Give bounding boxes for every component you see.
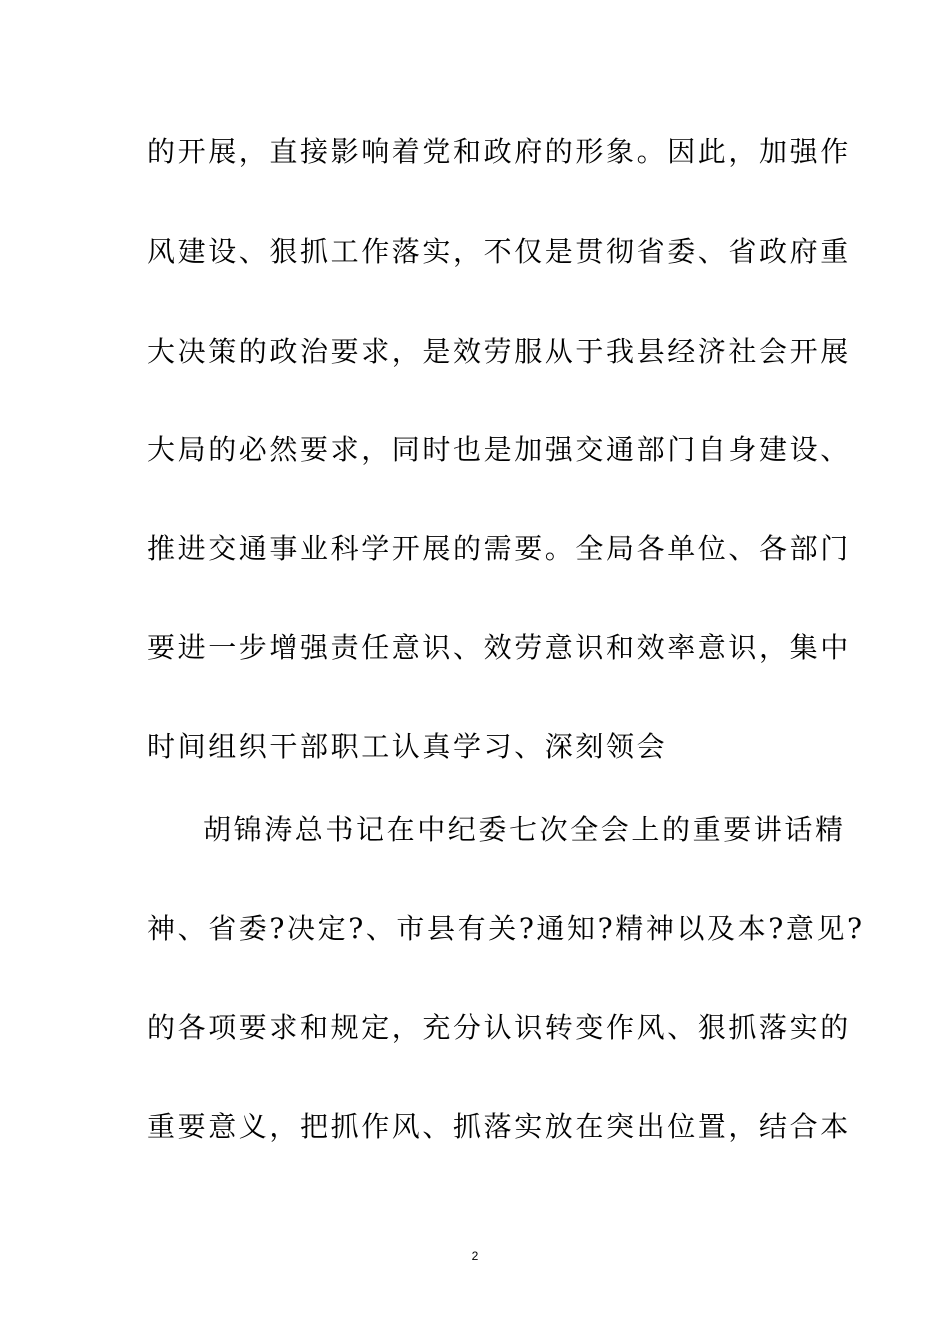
body-text-line: 大决策的政治要求，是效劳服从于我县经济社会开展 bbox=[147, 335, 851, 368]
body-text-line: 要进一步增强责任意识、效劳意识和效率意识，集中 bbox=[147, 631, 851, 664]
body-text-line: 风建设、狠抓工作落实，不仅是贯彻省委、省政府重 bbox=[147, 235, 851, 268]
body-text-line: 重要意义，把抓作风、抓落实放在突出位置，结合本 bbox=[147, 1110, 851, 1143]
body-text-line: 的开展，直接影响着党和政府的形象。因此，加强作 bbox=[147, 135, 851, 168]
body-text-line: 推进交通事业科学开展的需要。全局各单位、各部门 bbox=[147, 532, 851, 565]
body-text-line: 神、省委?决定?、市县有关?通知?精神以及本?意见? bbox=[147, 912, 865, 945]
body-text-line: 大局的必然要求，同时也是加强交通部门自身建设、 bbox=[147, 433, 851, 466]
body-text-line: 时间组织干部职工认真学习、深刻领会 bbox=[147, 730, 668, 763]
body-text-line: 的各项要求和规定，充分认识转变作风、狠抓落实的 bbox=[147, 1011, 851, 1044]
page-number: 2 bbox=[471, 1249, 479, 1263]
paragraph-first-line: 胡锦涛总书记在中纪委七次全会上的重要讲话精 bbox=[203, 813, 846, 846]
